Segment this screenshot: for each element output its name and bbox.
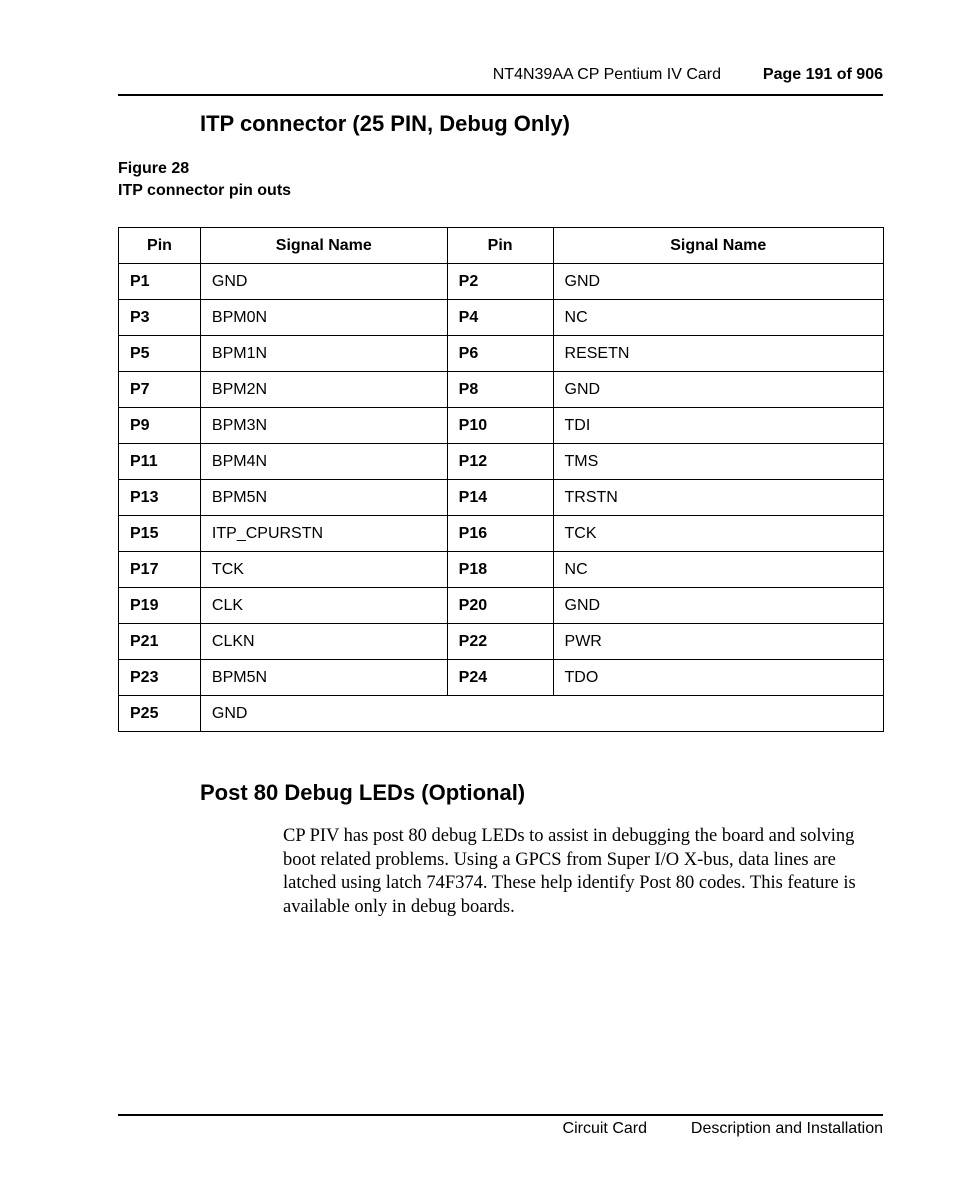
pin-cell: P5: [119, 336, 201, 372]
pin-cell: P22: [447, 624, 553, 660]
column-header-pin: Pin: [119, 228, 201, 264]
pin-cell: P18: [447, 552, 553, 588]
signal-cell: PWR: [553, 624, 883, 660]
pin-cell: P3: [119, 300, 201, 336]
signal-cell: BPM0N: [200, 300, 447, 336]
table-row: [119, 372, 884, 408]
section-title-itp-connector: ITP connector (25 PIN, Debug Only): [200, 111, 570, 136]
signal-cell: CLK: [200, 588, 447, 624]
pin-cell: P24: [447, 660, 553, 696]
signal-cell: GND: [200, 264, 447, 300]
document-title: NT4N39AA CP Pentium IV Card: [492, 66, 721, 83]
signal-cell: NC: [553, 552, 883, 588]
pin-cell: P7: [119, 372, 201, 408]
table-row: [119, 480, 884, 516]
column-header-signal-name: Signal Name: [553, 228, 883, 264]
pin-cell: P23: [119, 660, 201, 696]
signal-cell: BPM3N: [200, 408, 447, 444]
column-header-pin: Pin: [447, 228, 553, 264]
pin-cell: P1: [119, 264, 201, 300]
pin-cell: P12: [447, 444, 553, 480]
body-paragraph: CP PIV has post 80 debug LEDs to assist in debugging the board and solving boot related problems. Using a GPCS from Super I/O X-bus, data lines are latched using latch 74F374. These help identify Post 80 codes. This feature is available only in debug boards.: [283, 826, 856, 917]
pin-cell: P20: [447, 588, 553, 624]
footer-section-label: Circuit Card: [562, 1120, 647, 1137]
pin-cell: P16: [447, 516, 553, 552]
figure-caption: ITP connector pin outs: [118, 182, 292, 199]
table-row: [119, 444, 884, 480]
signal-cell: GND: [553, 372, 883, 408]
signal-cell: TCK: [553, 516, 883, 552]
pin-cell: P9: [119, 408, 201, 444]
signal-cell: TDI: [553, 408, 883, 444]
pin-cell: P25: [119, 696, 201, 732]
pin-cell: P6: [447, 336, 553, 372]
column-header-signal-name: Signal Name: [200, 228, 447, 264]
table-row: [119, 588, 884, 624]
pin-cell: P21: [119, 624, 201, 660]
pin-cell: P4: [447, 300, 553, 336]
page-number: Page 191 of 906: [762, 66, 883, 83]
signal-cell: ITP_CPURSTN: [200, 516, 447, 552]
pinout-table: [118, 227, 884, 732]
section-title-post80-leds: Post 80 Debug LEDs (Optional): [200, 780, 526, 805]
signal-cell: GND: [553, 588, 883, 624]
figure-number: Figure 28: [118, 160, 190, 177]
signal-cell: GND: [553, 264, 883, 300]
signal-cell: TMS: [553, 444, 883, 480]
signal-cell: GND: [200, 696, 883, 732]
table-row: [119, 624, 884, 660]
table-row: [119, 264, 884, 300]
pin-cell: P15: [119, 516, 201, 552]
signal-cell: BPM1N: [200, 336, 447, 372]
table-row: [119, 660, 884, 696]
pin-cell: P14: [447, 480, 553, 516]
signal-cell: RESETN: [553, 336, 883, 372]
pin-cell: P11: [119, 444, 201, 480]
table-row: [119, 300, 884, 336]
table-row: [119, 408, 884, 444]
signal-cell: BPM4N: [200, 444, 447, 480]
pin-cell: P17: [119, 552, 201, 588]
pin-cell: P8: [447, 372, 553, 408]
page-header: [118, 66, 883, 96]
pin-cell: P2: [447, 264, 553, 300]
table-row: [119, 516, 884, 552]
footer-document-label: Description and Installation: [690, 1120, 883, 1137]
signal-cell: TCK: [200, 552, 447, 588]
signal-cell: BPM2N: [200, 372, 447, 408]
signal-cell: CLKN: [200, 624, 447, 660]
table-row: [119, 336, 884, 372]
table-header-row: [119, 228, 884, 264]
page-footer: [118, 1114, 883, 1144]
signal-cell: BPM5N: [200, 480, 447, 516]
pin-cell: P10: [447, 408, 553, 444]
signal-cell: TDO: [553, 660, 883, 696]
table-row: [119, 552, 884, 588]
pin-cell: P13: [119, 480, 201, 516]
table-row: [119, 696, 884, 732]
pin-cell: P19: [119, 588, 201, 624]
signal-cell: TRSTN: [553, 480, 883, 516]
signal-cell: NC: [553, 300, 883, 336]
signal-cell: BPM5N: [200, 660, 447, 696]
